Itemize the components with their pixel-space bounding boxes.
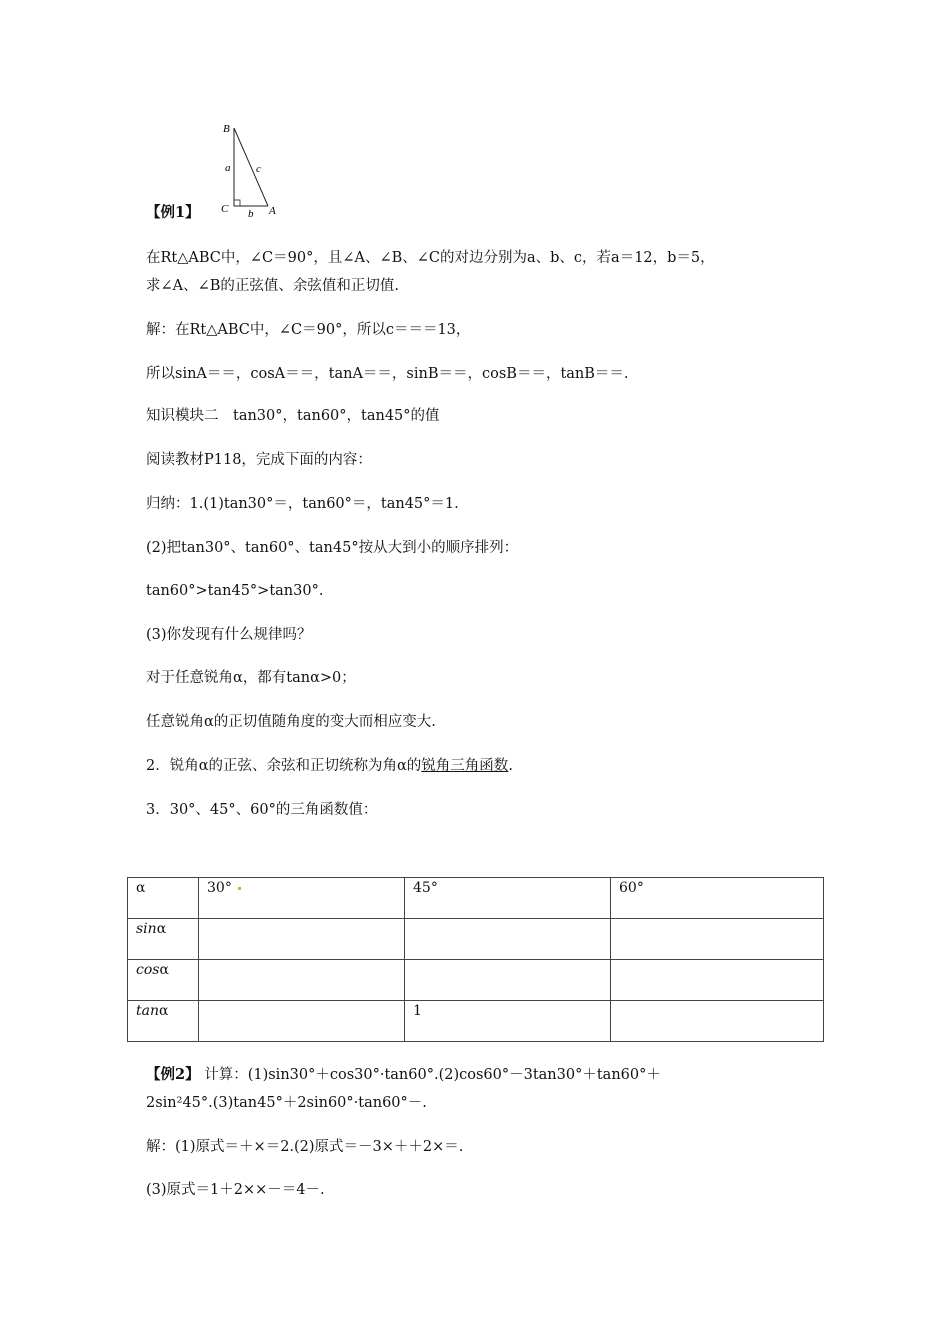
module2-read-instruction: 阅读教材P118，完成下面的内容： xyxy=(146,452,372,468)
table-header-row xyxy=(128,878,824,919)
summary-item1: 归纳：1.(1)tan30°＝，tan60°＝，tan45°＝1. xyxy=(146,496,459,512)
point2-suffix: . xyxy=(508,758,513,774)
example2-label: 【例2】 xyxy=(146,1066,200,1083)
trig-values-table xyxy=(127,877,824,1042)
example2-problem-line1 xyxy=(146,1065,661,1085)
vertex-B-label: B xyxy=(223,123,230,135)
example1-solution-line2: 所以sinA＝＝，cosA＝＝，tanA＝＝，sinB＝＝，cosB＝＝，tanB＝＝. xyxy=(146,366,629,382)
example1-label: 【例1】 xyxy=(146,204,200,221)
answer2: tan60°>tan45°>tan30°. xyxy=(146,583,324,599)
header-alpha: α xyxy=(128,878,199,919)
question2: (2)把tan30°、tan60°、tan45°按从大到小的顺序排列： xyxy=(146,540,519,556)
example1-problem-line1: 在Rt△ABC中，∠C＝90°，且∠A、∠B、∠C的对边分别为a、b、c，若a＝12，b＝5， xyxy=(146,250,715,266)
row-label-tan: tanα xyxy=(128,1001,199,1042)
table-cell xyxy=(199,919,405,960)
table-row xyxy=(128,960,824,1001)
answer3-line2: 任意锐角α的正切值随角度的变大而相应变大. xyxy=(146,714,436,730)
side-c-label: c xyxy=(256,163,261,175)
table-cell xyxy=(611,960,824,1001)
table-row xyxy=(128,1001,824,1042)
point3: 3．30°、45°、60°的三角函数值： xyxy=(146,802,378,818)
table-cell xyxy=(199,1001,405,1042)
example2-solution-line1: 解：(1)原式＝＋×＝2.(2)原式＝－3×＋＋2×＝. xyxy=(146,1139,464,1155)
header-60: 60° xyxy=(611,878,824,919)
answer3-line1: 对于任意锐角α，都有tanα>0； xyxy=(146,670,356,686)
module2-title: 知识模块二 tan30°，tan60°，tan45°的值 xyxy=(146,408,440,424)
example1-problem-line2: 求∠A、∠B的正弦值、余弦值和正切值. xyxy=(146,278,400,294)
right-triangle-figure xyxy=(218,118,288,218)
vertex-C-label: C xyxy=(221,203,229,215)
row-label-cos: cosα xyxy=(128,960,199,1001)
table-cell xyxy=(199,960,405,1001)
side-b-label: b xyxy=(248,208,254,218)
side-a-label: a xyxy=(225,162,231,174)
example1-solution-line1: 解：在Rt△ABC中，∠C＝90°，所以c＝＝＝13， xyxy=(146,322,471,338)
row-label-sin: sinα xyxy=(128,919,199,960)
table-cell xyxy=(611,919,824,960)
header-45: 45° xyxy=(405,878,611,919)
table-row xyxy=(128,919,824,960)
table-cell xyxy=(405,919,611,960)
header-30: 30° xyxy=(199,878,405,919)
point2 xyxy=(146,756,513,776)
table-cell: 1 xyxy=(405,1001,611,1042)
example2-problem-line2: 2sin²45°.(3)tan45°＋2sin60°·tan60°－. xyxy=(146,1095,427,1111)
right-angle-mark xyxy=(234,200,240,206)
example2-problem-text: 计算：(1)sin30°＋cos30°·tan60°.(2)cos60°－3tan30°＋tan60°＋ xyxy=(204,1067,661,1083)
point2-prefix: 2．锐角α的正弦、余弦和正切统称为角α的 xyxy=(146,758,422,774)
side-c xyxy=(234,128,268,206)
example2-solution-line2: (3)原式＝1＋2××－＝4－. xyxy=(146,1182,325,1198)
vertex-A-label: A xyxy=(269,205,276,217)
point2-term: 锐角三角函数 xyxy=(421,758,509,774)
table-cell xyxy=(611,1001,824,1042)
table-cell xyxy=(405,960,611,1001)
question3: (3)你发现有什么规律吗？ xyxy=(146,627,312,643)
